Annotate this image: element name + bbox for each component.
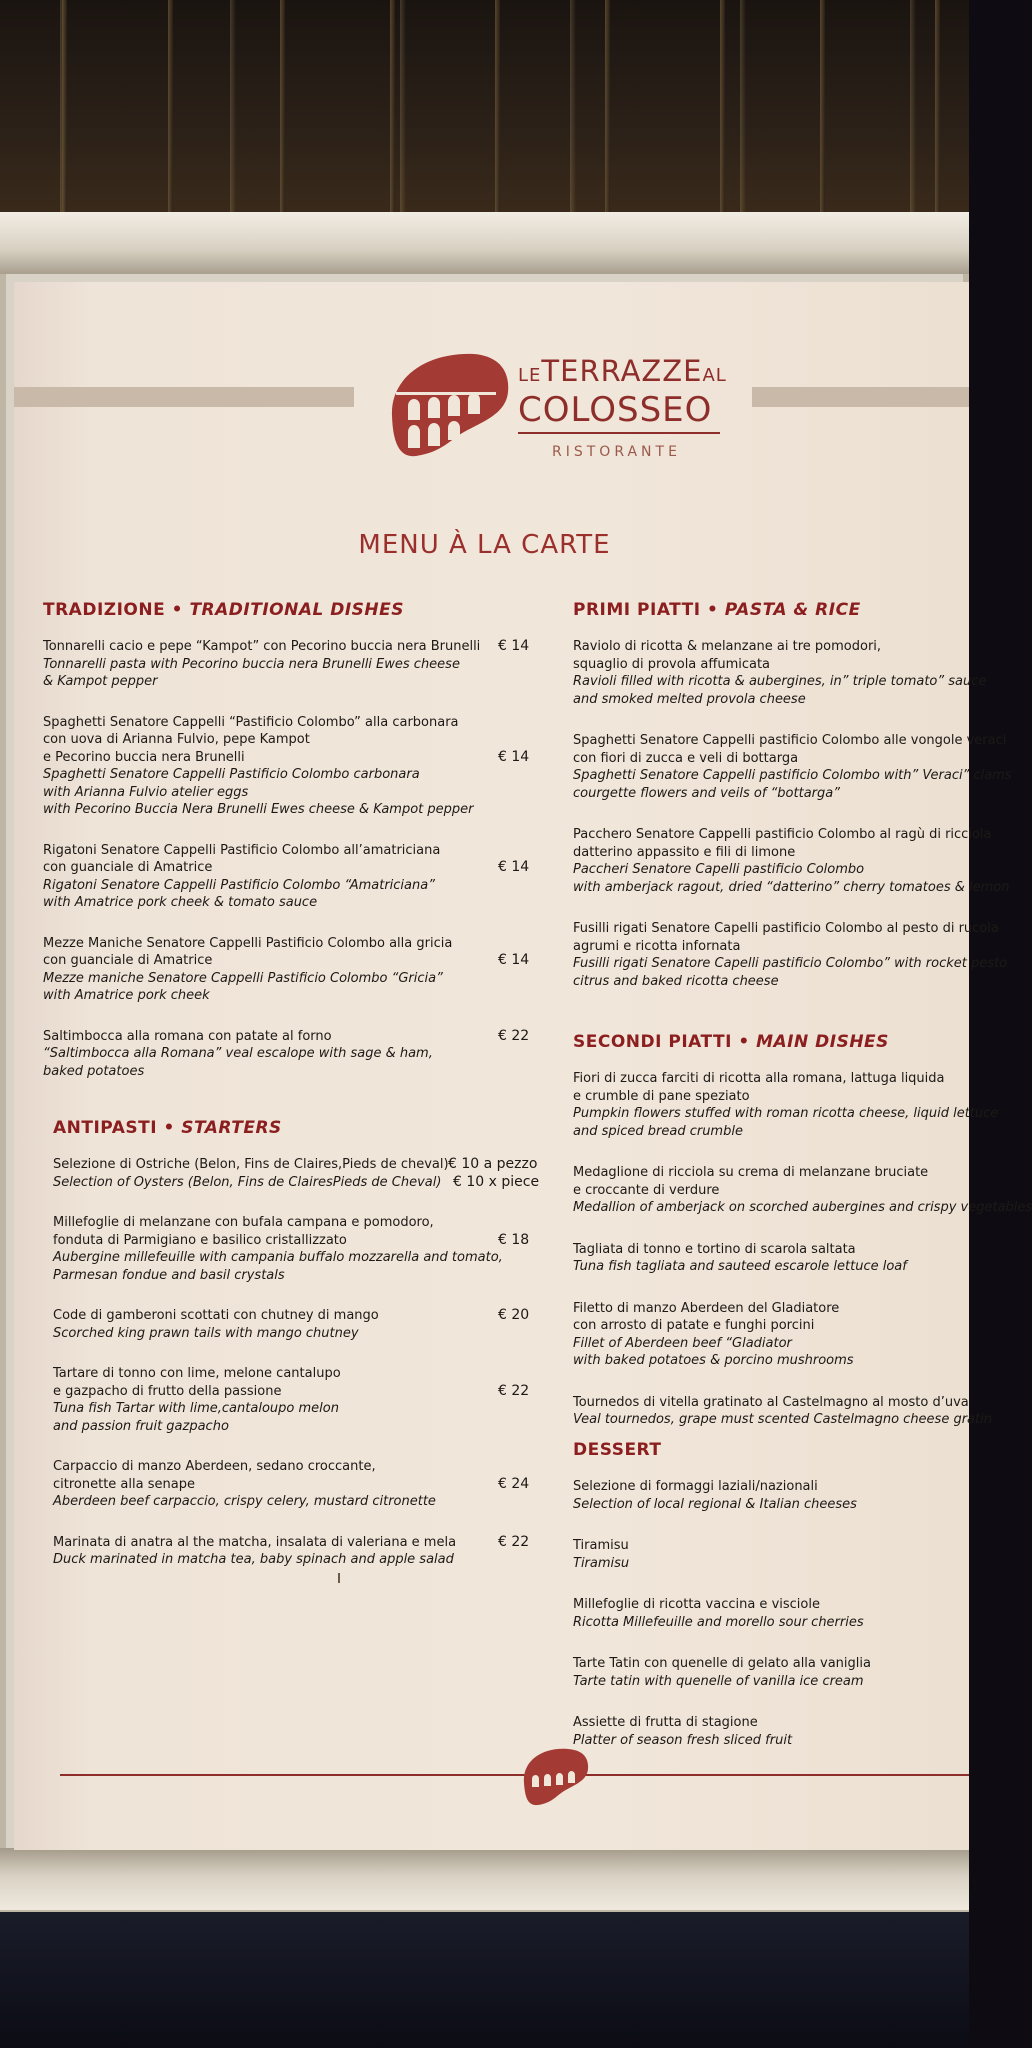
dish-translation-line: Paccheri Senatore Capelli pastificio Colombo <box>573 862 865 877</box>
section-starters <box>53 1118 540 1592</box>
dish-name-line: Saltimbocca alla romana con patate al forno <box>43 1028 332 1044</box>
dish-price: € 14 <box>498 638 530 654</box>
dish-translation-line: Ravioli filled with ricotta & aubergines, in” triple tomato” sauce <box>573 674 987 689</box>
dish-price: € 24 <box>498 1475 530 1492</box>
dish-price: € 14 <box>498 748 530 765</box>
dish-name-line: Selezione di Ostriche (Belon, Fins de Claires,Pieds de cheval) <box>53 1157 449 1172</box>
dish-translation-line: Scorched king prawn tails with mango chutney <box>53 1325 359 1341</box>
dish-price: € 14 <box>498 859 530 875</box>
dish-translation-line: courgette flowers and veils of “bottarga” <box>573 785 840 801</box>
section-heading <box>573 600 973 620</box>
menu-item <box>43 1028 533 1081</box>
menu-item <box>573 1714 973 1749</box>
menu-item <box>573 1655 973 1690</box>
dish-translation-line: Selection of Oysters (Belon, Fins de ClairesPieds de Cheval) <box>53 1174 442 1190</box>
section-heading <box>573 1032 973 1052</box>
menu-item <box>573 1478 973 1513</box>
dish-name-line: Marinata di anatra al the matcha, insalata di valeriana e mela <box>53 1534 457 1550</box>
dish-name-line: datterino appassito e fili di limone <box>573 844 796 860</box>
section-heading-it: PRIMI PIATTI • <box>573 600 725 620</box>
dish-name-line: Filetto di manzo Aberdeen del Gladiatore <box>573 1300 840 1316</box>
dish-translation-line: Tiramisu <box>573 1555 630 1571</box>
dish-price: € 18 <box>498 1231 530 1248</box>
dish-translation-line: with Pecorino Buccia Nera Brunelli Ewes cheese & Kampot pepper <box>43 802 474 817</box>
menu-item <box>43 935 533 1005</box>
menu-item <box>53 1365 533 1435</box>
header-band-right <box>752 387 969 407</box>
colosseum-footer-icon <box>520 1745 590 1807</box>
menu-item <box>53 1214 533 1284</box>
restaurant-logo <box>518 355 727 460</box>
dish-translation-line: with Arianna Fulvio atelier eggs <box>43 784 249 800</box>
logo-terrazze: TERRAZZE <box>541 354 703 388</box>
menu-item <box>573 638 987 708</box>
floor <box>0 1910 969 2048</box>
menu-item <box>53 1458 533 1511</box>
dish-translation-line: Spaghetti Senatore Cappelli pastificio Colombo with” Veraci” clams <box>573 768 1012 783</box>
dish-name-line: Millefoglie di ricotta vaccina e visciole <box>573 1597 820 1612</box>
dish-translation-line: with amberjack ragout, dried “datterino” cherry tomatoes & lemon <box>573 879 1010 895</box>
dish-name-line: Mezze Maniche Senatore Cappelli Pastificio Colombo alla gricia <box>43 935 453 951</box>
menu-item <box>53 1156 540 1191</box>
dish-translation-line: and smoked melted provola cheese <box>573 691 806 707</box>
dish-translation-line: Veal tournedos, grape must scented Castelmagno cheese gratin <box>573 1412 992 1427</box>
section-heading-it: ANTIPASTI • <box>53 1118 182 1138</box>
menu-item <box>573 1070 999 1140</box>
dish-name-line: Tagliata di tonno e tortino di scarola saltata <box>573 1241 856 1257</box>
logo-le: LE <box>518 365 542 386</box>
dish-name-line: con fiori di zucca e veli di bottarga <box>573 750 799 766</box>
section-heading-it: SECONDI PIATTI • <box>573 1032 757 1052</box>
dish-translation-line: Duck marinated in matcha tea, baby spinach and apple salad <box>53 1552 454 1567</box>
dish-price-english: € 10 x piece <box>453 1173 540 1190</box>
dish-name-line: Selezione di formaggi laziali/nazionali <box>573 1479 818 1494</box>
dish-name-line: Tiramisu <box>573 1538 629 1553</box>
dish-name-line: Tartare di tonno con lime, melone cantalupo <box>53 1366 341 1381</box>
section-main-dishes <box>573 1032 1032 1453</box>
dish-translation-line: with Amatrice pork cheek <box>43 988 210 1003</box>
menu-item <box>573 1300 973 1370</box>
section-heading-it: TRADIZIONE • <box>43 600 190 620</box>
logo-colosseo: COLOSSEO <box>518 390 713 430</box>
menu-item <box>573 1537 973 1572</box>
frame-top-bar <box>0 212 969 274</box>
dish-name-line: Fiori di zucca farciti di ricotta alla romana, lattuga liquida <box>573 1071 945 1086</box>
dish-name-line: squaglio di provola affumicata <box>573 656 771 672</box>
dish-name-line: Tarte Tatin con quenelle di gelato alla vaniglia <box>573 1656 871 1671</box>
logo-rule <box>518 432 720 434</box>
dish-translation-line: with Amatrice pork cheek & tomato sauce <box>43 895 318 910</box>
dish-price: € 22 <box>498 1382 530 1399</box>
dish-name-line: Assiette di frutta di stagione <box>573 1715 758 1730</box>
section-heading-en: STARTERS <box>181 1118 282 1138</box>
dish-name-line: e Pecorino buccia nera Brunelli <box>43 749 245 765</box>
dish-name-line: Rigatoni Senatore Cappelli Pastificio Colombo all’amatriciana <box>43 842 441 858</box>
section-heading-it: DESSERT <box>573 1440 662 1460</box>
dish-name-line: con uova di Arianna Fulvio, pepe Kampot <box>43 732 310 747</box>
section-traditional-dishes <box>43 600 533 1103</box>
dish-name-line: Pacchero Senatore Cappelli pastificio Colombo al ragù di ricciola <box>573 827 992 842</box>
dish-name-line: agrumi e ricotta infornata <box>573 938 741 954</box>
dish-name-line: e crumble di pane speziato <box>573 1088 750 1104</box>
menu-item <box>53 1307 533 1342</box>
dish-translation-line: Pumpkin flowers stuffed with roman ricotta cheese, liquid lettuce <box>573 1106 999 1121</box>
dish-price: € 20 <box>498 1307 530 1323</box>
menu-item <box>43 638 533 691</box>
menu-item <box>573 1164 1032 1217</box>
dish-name-line: Fusilli rigati Senatore Capelli pastificio Colombo al pesto di rucola <box>573 921 999 936</box>
wooden-wall <box>0 0 969 220</box>
dish-name-line: Carpaccio di manzo Aberdeen, sedano croccante, <box>53 1459 376 1474</box>
dish-translation-line: Selection of local regional & Italian cheeses <box>573 1496 857 1512</box>
dish-translation-line: and spiced bread crumble <box>573 1123 743 1139</box>
section-pasta-rice <box>573 600 1012 1014</box>
dish-translation-line: Tonnarelli pasta with Pecorino buccia nera Brunelli Ewes cheese <box>43 656 460 672</box>
dish-translation-line: baked potatoes <box>43 1063 145 1079</box>
menu-title: MENU À LA CARTE <box>358 530 611 560</box>
dish-translation-line: with baked potatoes & porcino mushrooms <box>573 1353 854 1368</box>
section-heading-en: PASTA & RICE <box>724 600 861 620</box>
dish-translation-line: Spaghetti Senatore Cappelli Pastificio Colombo carbonara <box>43 767 420 782</box>
dish-translation-line: & Kampot pepper <box>43 674 158 689</box>
section-heading <box>43 600 533 620</box>
section-heading-en: TRADITIONAL DISHES <box>189 600 404 620</box>
menu-item <box>573 920 1008 990</box>
logo-al: AL <box>702 365 727 386</box>
dish-translation-line: Tuna fish Tartar with lime,cantaloupo melon <box>53 1401 339 1416</box>
dish-translation-line: Tarte tatin with quenelle of vanilla ice cream <box>573 1673 864 1689</box>
dish-price: € 22 <box>498 1533 530 1550</box>
dish-name-line: Medaglione di ricciola su crema di melanzane bruciate <box>573 1165 929 1180</box>
dish-name-line: citronette alla senape <box>53 1476 195 1492</box>
menu-item <box>573 732 1012 802</box>
dish-name-line: Spaghetti Senatore Cappelli pastificio Colombo alle vongole veraci <box>573 733 1007 748</box>
dish-name-line: e gazpacho di frutto della passione <box>53 1383 282 1399</box>
dish-name-line: Tournedos di vitella gratinato al Castelmagno al mosto d’uva <box>573 1394 969 1410</box>
dish-translation-line: Tuna fish tagliata and sauteed escarole lettuce loaf <box>573 1259 907 1274</box>
logo-subtitle: RISTORANTE <box>552 444 681 460</box>
dish-translation-line: Mezze maniche Senatore Cappelli Pastificio Colombo “Gricia” <box>43 970 443 986</box>
dish-name-line: fonduta di Parmigiano e basilico cristallizzato <box>53 1232 347 1248</box>
dish-translation-line: Medallion of amberjack on scorched aubergines and crispy vegetables <box>573 1200 1032 1215</box>
dish-translation-line: Platter of season fresh sliced fruit <box>573 1732 793 1748</box>
dish-translation-line: citrus and baked ricotta cheese <box>573 973 779 989</box>
dish-translation-line: Parmesan fondue and basil crystals <box>53 1267 285 1283</box>
section-heading-en: MAIN DISHES <box>756 1032 889 1052</box>
dish-translation-line: Fillet of Aberdeen beef “Gladiator <box>573 1335 792 1351</box>
menu-item <box>573 1394 992 1429</box>
menu-item <box>43 842 533 912</box>
dish-translation-line: Rigatoni Senatore Cappelli Pastificio Colombo “Amatriciana” <box>43 877 435 893</box>
colosseum-icon <box>386 348 510 460</box>
dish-name-line: Raviolo di ricotta & melanzane ai tre pomodori, <box>573 639 882 654</box>
dish-name-line: e croccante di verdure <box>573 1182 720 1198</box>
paper-mark <box>338 1573 340 1583</box>
dish-name-line: con guanciale di Amatrice <box>43 860 213 875</box>
section-dessert <box>573 1440 973 1773</box>
dish-price: € 22 <box>498 1027 530 1044</box>
section-heading <box>53 1118 533 1138</box>
dish-name-line: Code di gamberoni scottati con chutney di mango <box>53 1308 379 1323</box>
dish-translation-line: Aberdeen beef carpaccio, crispy celery, mustard citronette <box>53 1494 436 1509</box>
menu-item <box>573 1241 973 1276</box>
dish-price: € 10 a pezzo <box>448 1156 538 1172</box>
dish-translation-line: Fusilli rigati Senatore Capelli pastificio Colombo” with rocket pesto <box>573 956 1008 971</box>
dish-name-line: Millefoglie di melanzane con bufala campana e pomodoro, <box>53 1215 434 1230</box>
dish-name-line: con guanciale di Amatrice <box>43 953 213 968</box>
header-band-left <box>14 387 354 407</box>
dish-price: € 14 <box>498 952 530 968</box>
footer-rule <box>60 1774 969 1776</box>
dish-translation-line: “Saltimbocca alla Romana” veal escalope with sage & ham, <box>43 1046 433 1061</box>
dish-translation-line: and passion fruit gazpacho <box>53 1418 229 1434</box>
dish-translation-line: Aubergine millefeuille with campania buffalo mozzarella and tomato, <box>53 1250 503 1265</box>
menu-item <box>53 1534 533 1569</box>
menu-item <box>573 826 1010 896</box>
frame-bottom-bar <box>0 1848 969 1910</box>
menu-item <box>43 714 533 819</box>
dish-name-line: Tonnarelli cacio e pepe “Kampot” con Pecorino buccia nera Brunelli <box>43 639 481 654</box>
dish-name-line: con arrosto di patate e funghi porcini <box>573 1318 815 1333</box>
dish-name-line: Spaghetti Senatore Cappelli “Pastificio Colombo” alla carbonara <box>43 714 459 730</box>
dish-translation-line: Ricotta Millefeuille and morello sour cherries <box>573 1614 864 1630</box>
section-heading <box>573 1440 973 1460</box>
menu-item <box>573 1596 973 1631</box>
